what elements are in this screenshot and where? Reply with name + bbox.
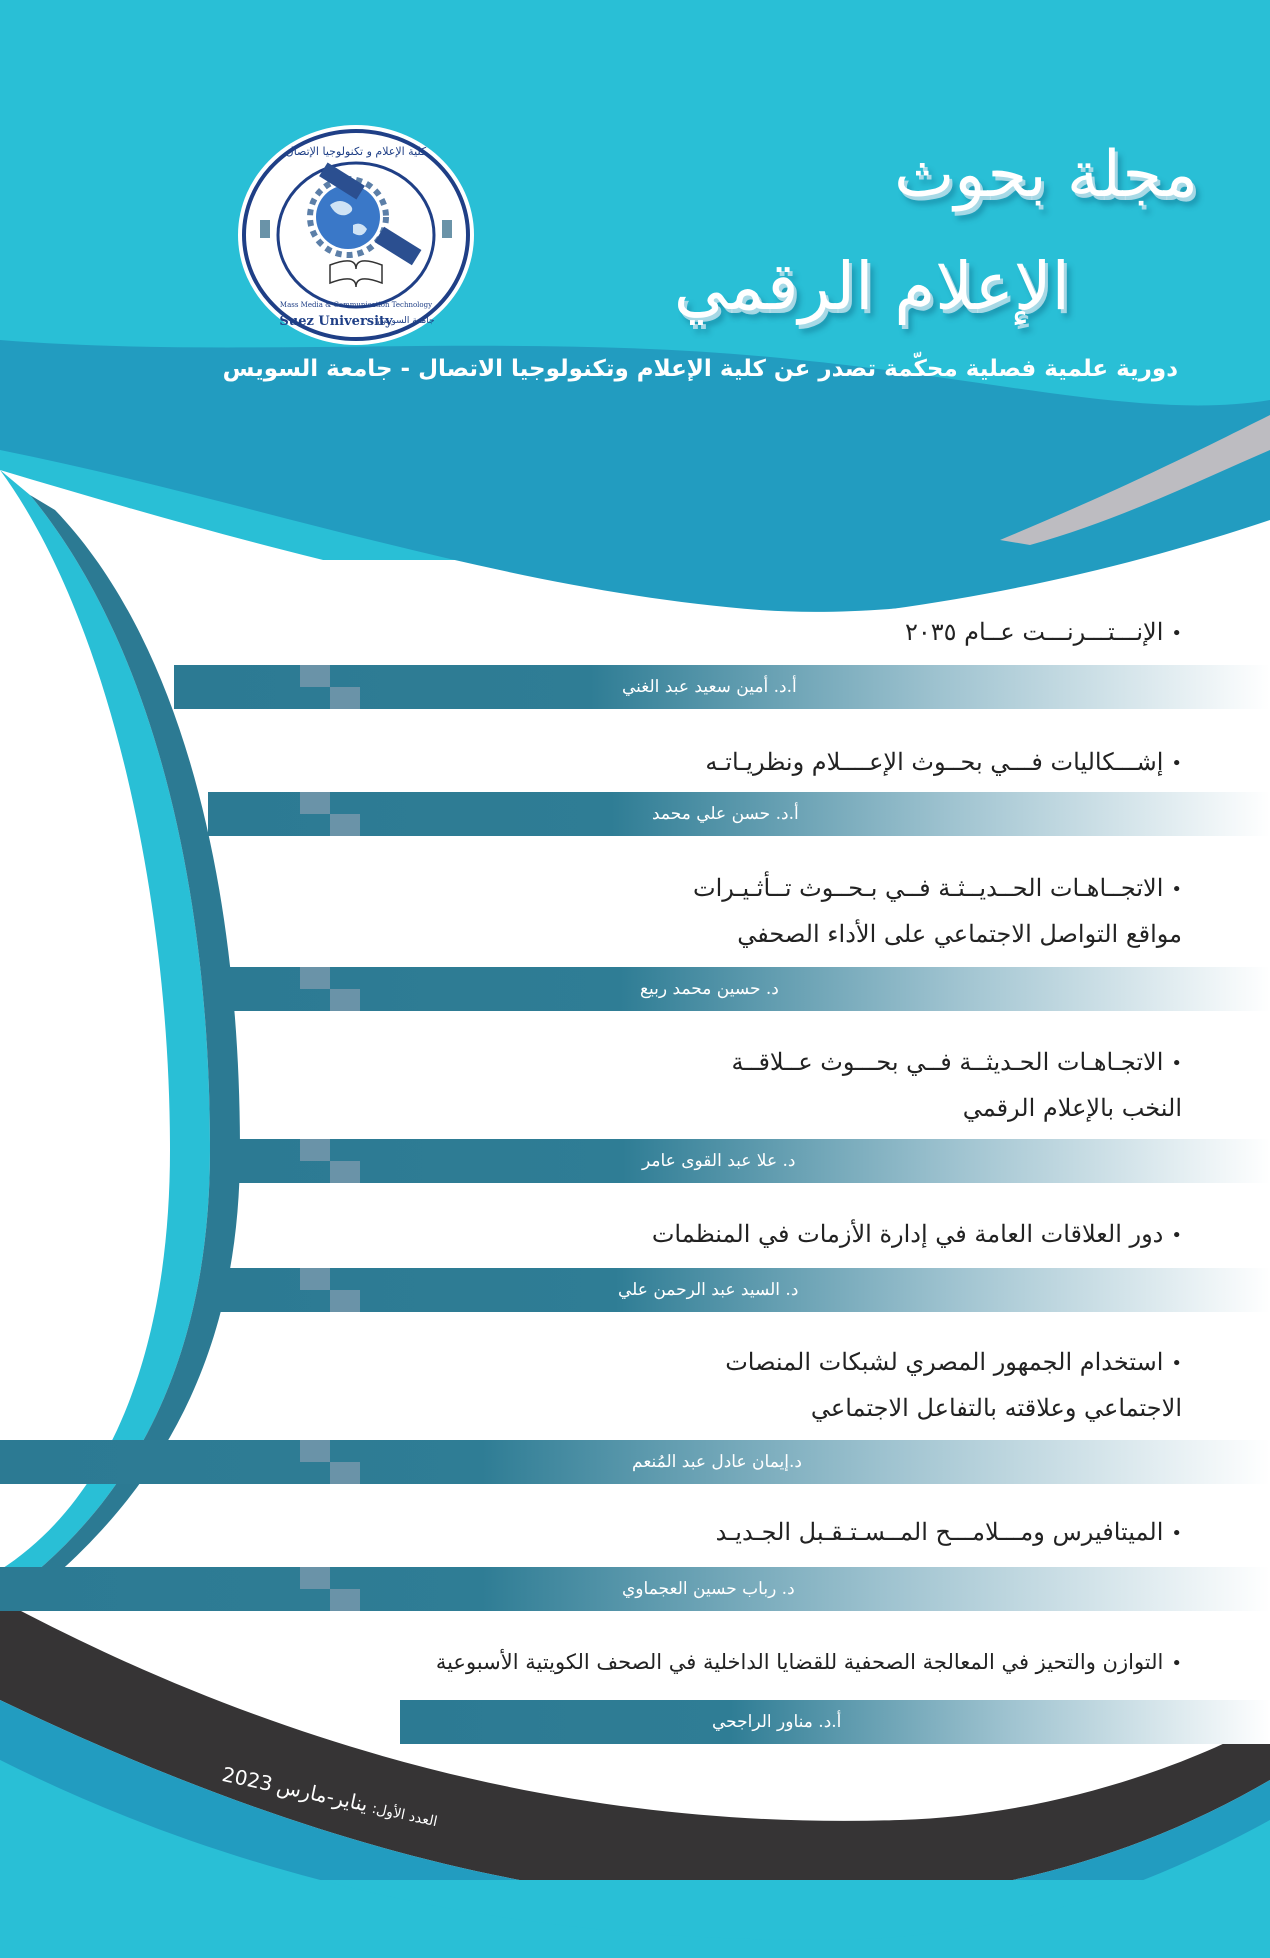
bullet-icon: • [1171,1522,1182,1544]
article-title-line: استخدام الجمهور المصري لشبكات المنصات [725,1348,1164,1376]
article-author: د. رباب حسين العجماوي [622,1579,795,1599]
svg-text:كلية الإعلام و تكنولوجيا الإتص: كلية الإعلام و تكنولوجيا الإتصال [285,145,427,158]
article-title-line: مواقع التواصل الاجتماعي على الأداء الصحفي [737,919,1182,948]
decor-square [330,814,360,836]
satellite-globe-emblem-icon [238,125,474,345]
decor-square [300,1139,330,1161]
journal-title-line-1: مجلة بحوث [894,138,1198,212]
decor-square [330,1462,360,1484]
article-title [725,1340,1182,1430]
article-title [652,1212,1182,1258]
article-title-line: الاجتماعي وعلاقته بالتفاعل الاجتماعي [810,1393,1182,1422]
article-author: أ.د. حسن علي محمد [652,804,799,824]
decor-square [300,665,330,687]
bullet-icon: • [1171,1652,1182,1674]
issue-year: 2023 [220,1762,275,1797]
svg-text:جامعة السويس: جامعة السويس [377,316,435,326]
article-title-line: دور العلاقات العامة في إدارة الأزمات في المنظمات [651,1220,1164,1248]
article-title-line: الاتجـاهـات الحـديثــة فــي بحـــوث عــلاقــة [731,1048,1164,1076]
decor-square [300,792,330,814]
article-title [732,1040,1182,1130]
decor-square [300,1567,330,1589]
bullet-icon: • [1171,752,1182,774]
article-title-line: الاتجــاهـات الحــديــثـة فــي بـحــوث تــأثـيـرات [693,874,1164,902]
decor-square [330,989,360,1011]
article-title-line: التوازن والتحيز في المعالجة الصحفية للقضايا الداخلية في الصحف الكويتية الأسبوعية [435,1650,1164,1674]
decor-square [300,1268,330,1290]
decor-square [330,1161,360,1183]
bullet-icon: • [1171,1224,1182,1246]
decor-square [300,967,330,989]
decor-square [330,687,360,709]
article-title [436,1640,1182,1686]
svg-text:Suez University: Suez University [279,314,393,329]
article-title [905,610,1182,656]
article-author: د. علا عبد القوى عامر [642,1151,796,1171]
article-title [716,1510,1182,1556]
bullet-icon: • [1171,878,1182,900]
svg-text:Mass Media & Communication Tec: Mass Media & Communication Technology [279,301,433,309]
article-title [705,740,1182,786]
bullet-icon: • [1171,622,1182,644]
article-title-line: الميتافيرس ومـــلامـــح المــسـتـقـبل الجـديـد [715,1518,1164,1546]
journal-subtitle: دورية علمية فصلية محكّمة تصدر عن كلية الإعلام وتكنولوجيا الاتصال - جامعة السويس [222,356,1178,382]
article-title-line: النخب بالإعلام الرقمي [962,1093,1182,1122]
decor-square [300,1440,330,1462]
decor-square [330,1290,360,1312]
article-author: أ.د. أمين سعيد عبد الغني [622,677,797,697]
article-author: أ.د. مناور الراجحي [712,1712,842,1732]
faculty-logo [238,125,474,345]
issue-label: العدد الأول: [370,1800,439,1831]
article-author: د. حسين محمد ربيع [640,979,779,999]
article-title [693,866,1182,956]
bullet-icon: • [1171,1352,1182,1374]
issue-months: يناير-مارس [274,1773,371,1817]
article-title-line: الإنـــتـــرنـــت عــام ٢٠٣٥ [904,618,1164,646]
decor-square [330,1589,360,1611]
bullet-icon: • [1171,1052,1182,1074]
article-title-line: إشـــكاليات فـــي بحــوث الإعــــلام ونظريـاتـه [705,748,1164,776]
journal-title-line-2: الإعلام الرقمي [673,248,1070,325]
article-author: د. السيد عبد الرحمن علي [618,1280,799,1300]
article-author: د.إيمان عادل عبد المُنعم [632,1452,802,1472]
